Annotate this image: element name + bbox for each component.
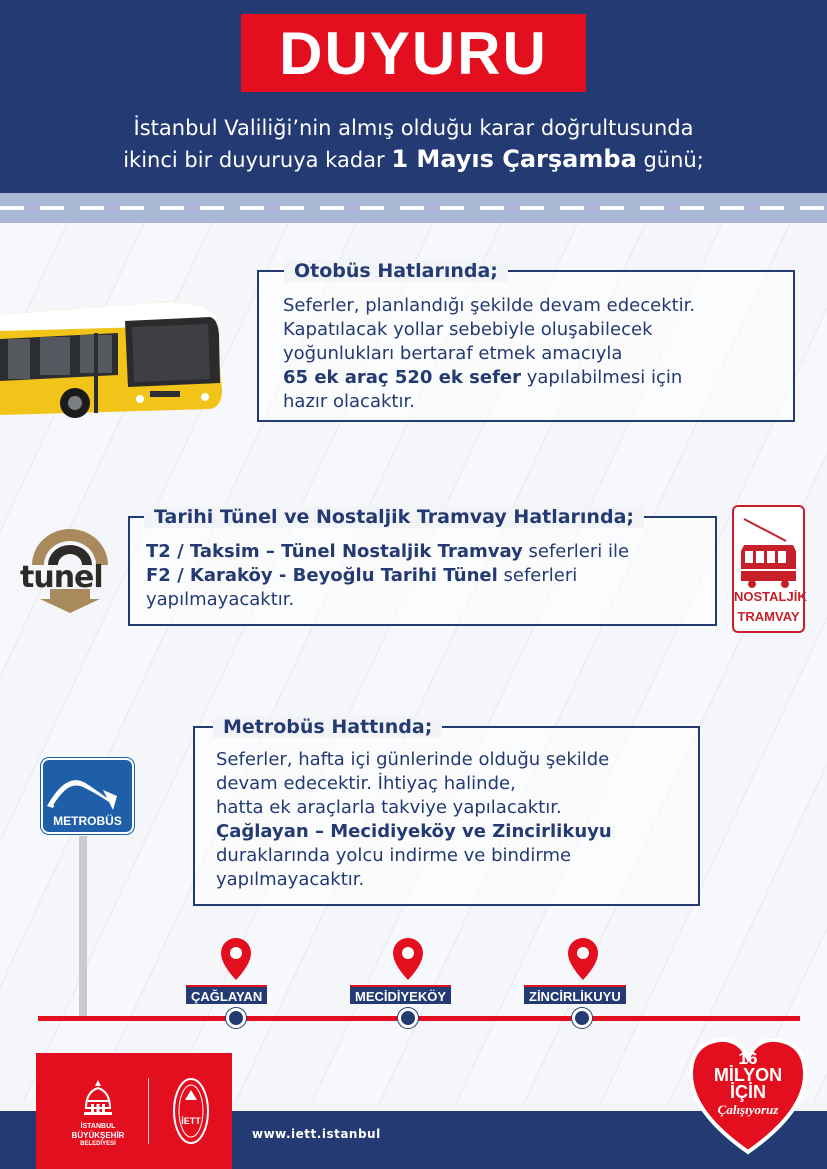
page-title: DUYURU [241, 14, 586, 92]
otobus-body: Seferler, planlandığı şekilde devam edecektir. Kapatılacak yollar sebebiyle oluşabilecek yoğunlukları bertaraf etmek amacıyla 65 ek araç 520 ek sefer yapılabilmesi için hazır olacaktır. [283, 295, 696, 412]
tramvay-logo-line2: TRAMVAY [737, 609, 800, 624]
intro-line-1: İstanbul Valiliği’nin almış olduğu karar doğrultusunda [133, 116, 694, 140]
metrobus-sign [41, 758, 134, 834]
nostaljik-tramvay-logo [732, 505, 805, 633]
metrobus-title: Metrobüs Hattında; [213, 716, 442, 738]
metrobus-arrow-icon [43, 762, 132, 814]
website-url[interactable]: www.iett.istanbul [252, 1127, 381, 1141]
stop-dot-mecidiyekoy [398, 1008, 418, 1028]
intro-text [0, 113, 827, 176]
footer-logo-separator [148, 1078, 149, 1144]
stop-dot-zincirlikuyu [572, 1008, 592, 1028]
otobus-title: Otobüs Hatlarında; [284, 260, 508, 282]
location-pin-icon [568, 938, 598, 980]
dashed-divider-line [0, 206, 827, 210]
metrobus-sign-pole [79, 836, 87, 1016]
tunel-body: T2 / Taksim – Tünel Nostaljik Tramvay seferleri ile F2 / Karaköy - Beyoğlu Tarihi Tünel seferleri yapılmayacaktır. [146, 541, 630, 610]
ibb-logo-text: İSTANBUL BÜYÜKŞEHİR BELEDİYESİ [71, 1123, 125, 1147]
bus-icon [0, 295, 225, 425]
intro-date: 1 Mayıs Çarşamba [391, 145, 637, 173]
stop-label-zincirlikuyu: ZİNCİRLİKUYU [524, 985, 626, 1004]
metrobus-sign-label: METROBÜS [53, 814, 122, 828]
tramvay-logo-line1: NOSTALJİK [734, 589, 807, 604]
intro-line-2: ikinci bir duyuruya kadar 1 Mayıs Çarşamba günü; [123, 145, 704, 173]
tram-icon [734, 511, 803, 589]
tunel-logo-word: tunel [20, 560, 103, 595]
ibb-logo-icon [78, 1078, 118, 1118]
metrobus-route-line [38, 1016, 800, 1021]
heart-badge-text: 16 MİLYON İÇİN Çalışıyoruz [713, 1049, 783, 1117]
metrobus-body: Seferler, hafta içi günlerinde olduğu şekilde devam edecektir. İhtiyaç halinde, hatta ek araçlarla takviye yapılacaktır. Çağlayan – Mecidiyeköy ve Zincirlikuyu duraklarında yolcu indirme ve bindirme yapılmayacaktır. [216, 749, 612, 890]
stop-label-mecidiyekoy: MECİDİYEKÖY [350, 985, 451, 1004]
iett-logo-text: İETT [181, 1116, 201, 1126]
stop-label-caglayan: ÇAĞLAYAN [186, 985, 267, 1004]
tunel-title: Tarihi Tünel ve Nostaljik Tramvay Hatlarında; [144, 506, 644, 528]
location-pin-icon [221, 938, 251, 980]
location-pin-icon [393, 938, 423, 980]
stop-dot-caglayan [226, 1008, 246, 1028]
iett-logo-icon [171, 1076, 211, 1146]
